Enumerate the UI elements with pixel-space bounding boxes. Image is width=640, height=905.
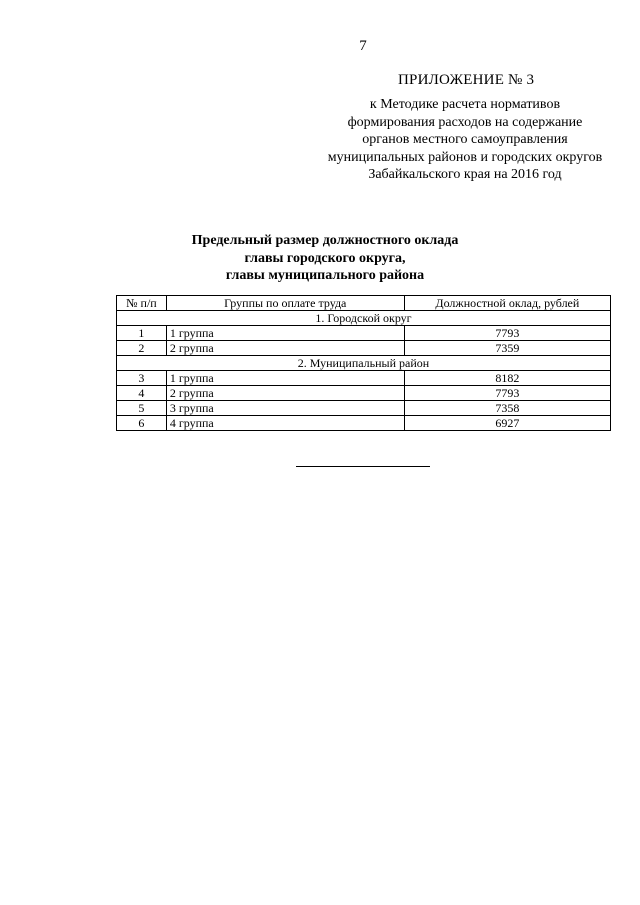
title-line: главы муниципального района [225,268,425,283]
cell-group: 1 группа [166,371,404,386]
cell-salary: 8182 [404,371,610,386]
cell-group: 2 группа [166,386,404,401]
section-row [117,311,611,326]
appendix-subtitle [300,96,630,184]
table-row [117,416,611,431]
table-row [117,341,611,356]
document-title [160,232,490,285]
table-row [117,401,611,416]
header-group: Группы по оплате труда [166,296,404,311]
appendix-line: Забайкальского края на 2016 год [368,167,562,182]
page-number: 7 [359,38,367,54]
cell-number: 1 [117,326,167,341]
table-row [117,386,611,401]
cell-number: 2 [117,341,167,356]
cell-number: 3 [117,371,167,386]
salary-table [116,295,611,431]
section-title: 1. Городской округ [117,311,611,326]
title-line: Предельный размер должностного оклада [191,233,459,248]
title-line: главы городского округа, [244,250,406,266]
cell-group: 1 группа [166,326,404,341]
section-title: 2. Муниципальный район [117,356,611,371]
cell-group: 3 группа [166,401,404,416]
table-row [117,371,611,386]
table-row [117,326,611,341]
cell-salary: 7359 [404,341,610,356]
appendix-line: органов местного самоуправления [362,132,568,147]
cell-number: 6 [117,416,167,431]
section-row [117,356,611,371]
cell-number: 5 [117,401,167,416]
cell-salary: 7793 [404,386,610,401]
cell-group: 2 группа [166,341,404,356]
header-salary: Должностной оклад, рублей [404,296,610,311]
cell-salary: 7358 [404,401,610,416]
cell-group: 4 группа [166,416,404,431]
end-divider [296,466,430,467]
cell-salary: 6927 [404,416,610,431]
appendix-line: к Методике расчета нормативов [369,97,561,112]
cell-number: 4 [117,386,167,401]
cell-salary: 7793 [404,326,610,341]
appendix-line: муниципальных районов и городских округов [327,149,603,165]
appendix-line: формирования расходов на содержание [347,114,583,130]
header-number: № п/п [117,296,167,311]
appendix-title: ПРИЛОЖЕНИЕ № 3 [398,72,535,88]
table-header-row [117,296,611,311]
